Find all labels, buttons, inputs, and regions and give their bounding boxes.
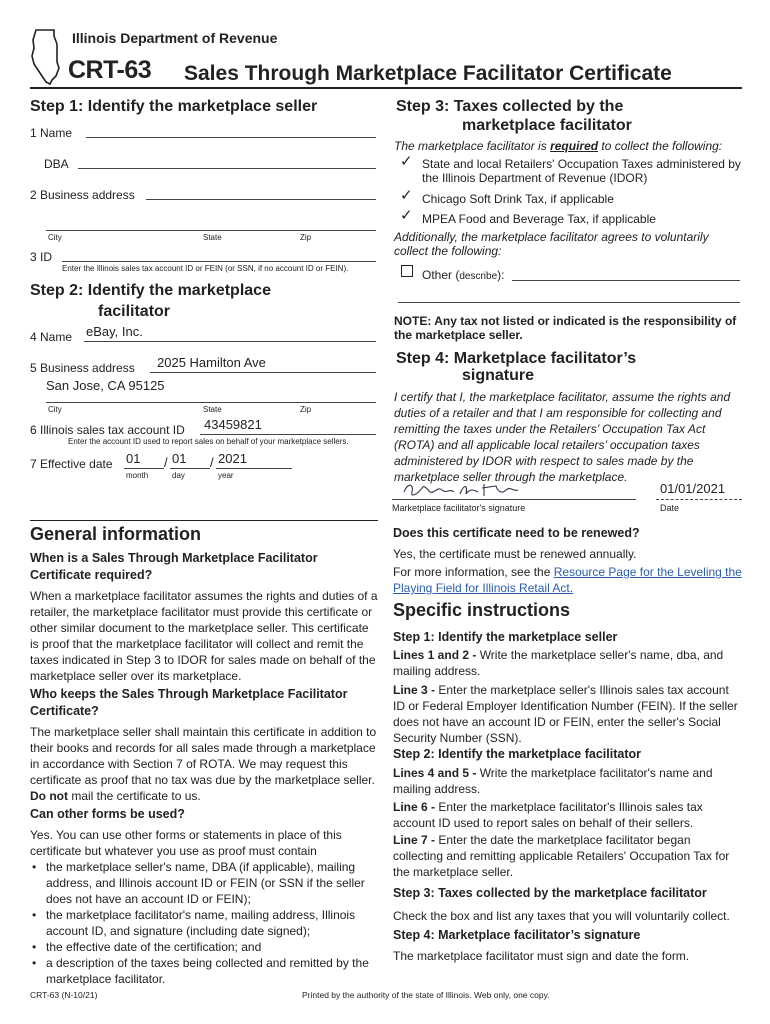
facilitator-address-label: 5 Business address bbox=[30, 361, 135, 375]
effective-date-label: 7 Effective date bbox=[30, 457, 113, 471]
facilitator-name-field[interactable] bbox=[84, 341, 376, 342]
voluntary-text: Additionally, the marketplace facilitator agrees to voluntarily collect the following: bbox=[394, 230, 709, 258]
general-info-heading: General information bbox=[30, 524, 202, 544]
tax-item-chicago: Chicago Soft Drink Tax, if applicable bbox=[422, 192, 614, 206]
facilitator-city-field[interactable] bbox=[46, 402, 376, 403]
answer-when-required: When a marketplace facilitator assumes the rights and duties of a retailer, the marketplace facilitator must provide this certificate or other similar document to the marketplace seller. This certificate is proof that the marketplace facilitator will collect and remit the taxes indicated in Step 3 to IDOR for sales made on behalf of the marketplace seller over its marketplace. bbox=[30, 589, 378, 683]
checkmark-icon: ✓ bbox=[400, 207, 413, 224]
step4-heading-line2: signature bbox=[462, 367, 535, 384]
certification-text: I certify that I, the marketplace facilitator, assume the rights and duties of a retailer and that I am responsible for collecting and remitting the taxes under the Retailers’ Occupation Tax Act (ROTA) and all applicable local retailers’ occupation taxes administered by IDOR with respect to sales made by the marketplace seller through the marketplace. bbox=[394, 390, 731, 484]
facilitator-name-label: 4 Name bbox=[30, 330, 73, 344]
answer-who-keeps: The marketplace seller shall maintain this certificate in addition to their books and records for all sales made through a marketplace in accordance with Section 7 of ROTA. We may request this certificate as proof that no tax was due by the marketplace seller. Do not mail the certificate to us. bbox=[30, 725, 377, 803]
other-tax-field[interactable] bbox=[512, 280, 740, 281]
seller-zip-label: Zip bbox=[300, 233, 312, 242]
seller-id-field[interactable] bbox=[62, 261, 376, 262]
list-item: • the marketplace seller's name, DBA (if applicable), mailing address, and Illinois account ID or FEIN (or SSN if the seller does not have an account ID or FEIN); bbox=[30, 859, 378, 907]
tax-item-mpea: MPEA Food and Beverage Tax, if applicable bbox=[422, 212, 656, 226]
facilitator-name-value: eBay, Inc. bbox=[86, 324, 143, 339]
spec-step4-text: The marketplace facilitator must sign and date the form. bbox=[393, 949, 690, 963]
spec-step1-heading: Step 1: Identify the marketplace seller bbox=[393, 630, 618, 644]
question-who-keeps: Who keeps the Sales Through Marketplace Facilitator Certificate? bbox=[30, 687, 348, 718]
effective-year-field[interactable] bbox=[216, 468, 292, 469]
list-item: • a description of the taxes being collected and remitted by the marketplace facilitator. bbox=[30, 955, 378, 987]
facilitator-city-label: City bbox=[48, 405, 62, 414]
seller-name-field[interactable] bbox=[86, 137, 376, 138]
answer-renewal: Yes, the certificate must be renewed annually. bbox=[393, 547, 637, 561]
form-title: Sales Through Marketplace Facilitator Certificate bbox=[184, 62, 672, 85]
footer-printed-by: Printed by the authority of the state of Illinois. Web only, one copy. bbox=[302, 990, 550, 1000]
facilitator-state-label: State bbox=[203, 405, 222, 414]
effective-year-value: 2021 bbox=[218, 451, 247, 466]
footer-form-code: CRT-63 (N-10/21) bbox=[30, 990, 98, 1000]
step4-heading-line1: Step 4: Marketplace facilitator’s bbox=[396, 350, 637, 367]
question-other-forms: Can other forms be used? bbox=[30, 807, 185, 821]
seller-city-label: City bbox=[48, 233, 62, 242]
seller-address-field[interactable] bbox=[146, 199, 376, 200]
spec-step2-heading: Step 2: Identify the marketplace facilitator bbox=[393, 747, 641, 761]
account-id-value: 43459821 bbox=[204, 417, 262, 432]
account-id-field[interactable] bbox=[200, 434, 376, 435]
step2-heading-line1: Step 2: Identify the marketplace bbox=[30, 282, 271, 299]
agency-name: Illinois Department of Revenue bbox=[72, 30, 278, 46]
seller-id-hint: Enter the Illinois sales tax account ID or FEIN (or SSN, if no account ID or FEIN). bbox=[62, 264, 349, 273]
header-rule bbox=[30, 87, 742, 89]
seller-state-label: State bbox=[203, 233, 222, 242]
spec-line-6: Line 6 - Enter the marketplace facilitator's Illinois sales tax account ID used to report sales on behalf of their sellers. bbox=[393, 800, 703, 830]
signature-date-field[interactable] bbox=[656, 499, 742, 500]
illinois-state-outline-icon bbox=[30, 28, 62, 86]
required-contents-list bbox=[30, 859, 378, 987]
seller-address-label: 2 Business address bbox=[30, 188, 135, 202]
effective-day-value: 01 bbox=[172, 451, 187, 466]
signature-date-value: 01/01/2021 bbox=[660, 481, 726, 496]
step1-heading: Step 1: Identify the marketplace seller bbox=[30, 98, 318, 115]
signature-label: Marketplace facilitator's signature bbox=[392, 503, 526, 513]
list-item: • the marketplace facilitator's name, mailing address, Illinois account ID, and signature (including date signed); bbox=[30, 907, 378, 939]
effective-month-field[interactable] bbox=[124, 468, 164, 469]
more-info-text: For more information, see the Resource Page for the Leveling the Playing Field for Illinois Retail Act. bbox=[393, 565, 742, 595]
checkmark-icon: ✓ bbox=[400, 153, 413, 170]
effective-day-field[interactable] bbox=[170, 468, 210, 469]
list-item: • the effective date of the certification; and bbox=[30, 939, 378, 955]
step3-heading-line1: Step 3: Taxes collected by the bbox=[396, 98, 624, 115]
facilitator-address-value: 2025 Hamilton Ave bbox=[157, 355, 266, 370]
facilitator-city-value: San Jose, CA 95125 bbox=[46, 378, 165, 393]
month-label: month bbox=[126, 471, 149, 480]
signature-field[interactable] bbox=[392, 499, 636, 500]
question-when-required: When is a Sales Through Marketplace Facilitator Certificate required? bbox=[30, 551, 318, 582]
specific-instructions-heading: Specific instructions bbox=[393, 600, 571, 620]
spec-lines-1-2: Lines 1 and 2 - Write the marketplace seller's name, dba, and mailing address. bbox=[393, 648, 724, 678]
other-label: Other (describe): bbox=[422, 268, 505, 282]
spec-step3-text: Check the box and list any taxes that you will voluntarily collect. bbox=[393, 909, 730, 923]
step3-note: NOTE: Any tax not listed or indicated is the responsibility of the marketplace seller. bbox=[394, 314, 737, 342]
other-tax-field-2[interactable] bbox=[398, 302, 740, 303]
account-id-hint: Enter the account ID used to report sales on behalf of your marketplace sellers. bbox=[68, 437, 349, 446]
resource-page-link[interactable]: Resource Page for the Leveling the Playing Field for Illinois Retail Act. bbox=[393, 565, 742, 595]
other-checkbox[interactable] bbox=[401, 265, 413, 277]
step3-intro: The marketplace facilitator is required to collect the following: bbox=[394, 139, 723, 153]
date-slash: / bbox=[210, 455, 214, 470]
seller-name-label: 1 Name bbox=[30, 126, 73, 140]
facilitator-zip-label: Zip bbox=[300, 405, 312, 414]
year-label: year bbox=[218, 471, 234, 480]
answer-other-forms: Yes. You can use other forms or statements in place of this certificate but whatever you use as proof must contain bbox=[30, 828, 342, 858]
tax-item-rot: State and local Retailers' Occupation Taxes administered by the Illinois Department of Revenue (IDOR) bbox=[422, 157, 741, 185]
step2-heading-line2: facilitator bbox=[98, 303, 171, 320]
date-slash: / bbox=[164, 455, 168, 470]
spec-lines-4-5: Lines 4 and 5 - Write the marketplace facilitator's name and mailing address. bbox=[393, 766, 713, 796]
effective-month-value: 01 bbox=[126, 451, 141, 466]
date-label: Date bbox=[660, 503, 680, 513]
section-divider bbox=[30, 520, 378, 521]
facilitator-address-field[interactable] bbox=[150, 372, 376, 373]
question-renewal: Does this certificate need to be renewed? bbox=[393, 526, 640, 540]
day-label: day bbox=[172, 471, 185, 480]
spec-line-7: Line 7 - Enter the date the marketplace facilitator began collecting and remitting applicable Retailers' Occupation Tax for the marketplace seller. bbox=[393, 833, 730, 879]
account-id-label: 6 Illinois sales tax account ID bbox=[30, 423, 185, 437]
seller-dba-label: DBA bbox=[44, 157, 69, 171]
spec-step3-heading: Step 3: Taxes collected by the marketplace facilitator bbox=[393, 886, 707, 900]
spec-line-3: Line 3 - Enter the marketplace seller's Illinois sales tax account ID or Federal Employer Identification Number (FEIN). If the seller does not have an account ID or FEIN, enter the seller's Social Security Number (SSN). bbox=[393, 683, 738, 745]
spec-step4-heading: Step 4: Marketplace facilitator’s signature bbox=[393, 928, 641, 942]
seller-id-label: 3 ID bbox=[30, 250, 53, 264]
seller-dba-field[interactable] bbox=[78, 168, 376, 169]
step3-heading-line2: marketplace facilitator bbox=[462, 117, 632, 134]
checkmark-icon: ✓ bbox=[400, 187, 413, 204]
form-number: CRT-63 bbox=[68, 56, 152, 84]
seller-city-field[interactable] bbox=[46, 230, 376, 231]
